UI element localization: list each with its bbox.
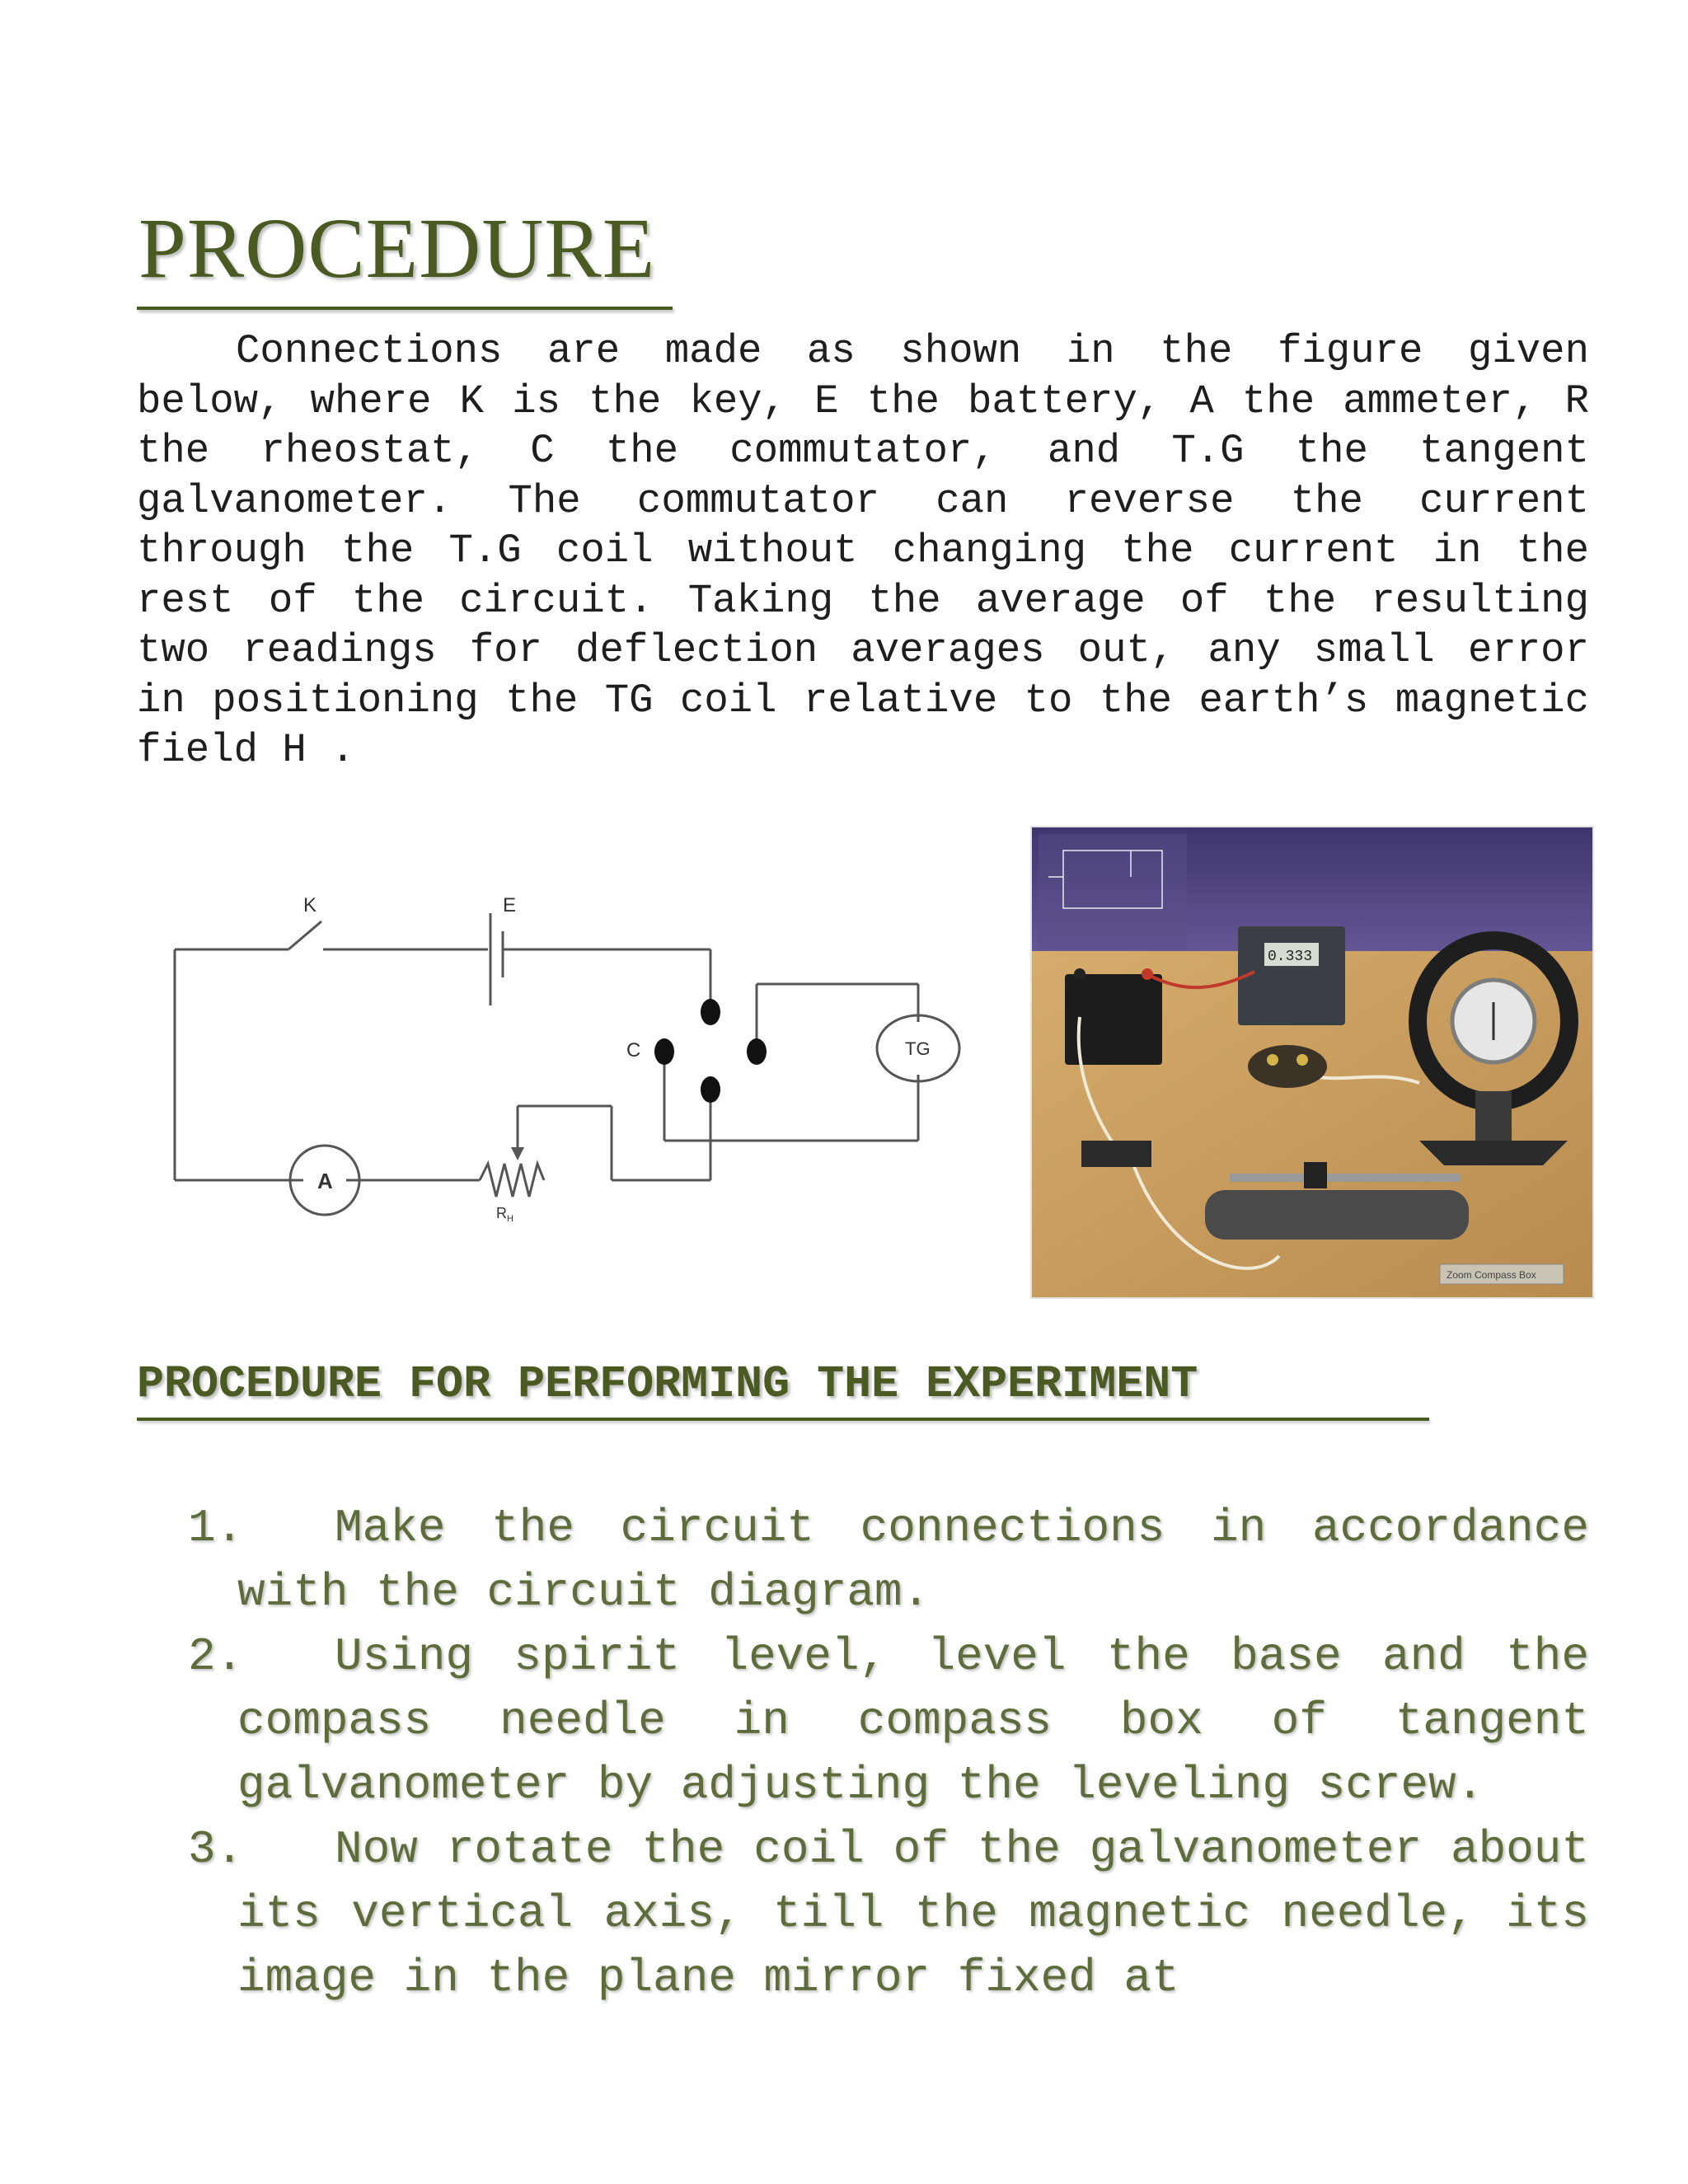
apparatus-photo <box>1030 826 1594 1299</box>
step-text: Now rotate the coil of the galvanometer about its vertical axis, till the magnetic needle, its image in the plane mirror fixed at <box>237 1823 1589 2004</box>
commutator-dot-top <box>701 999 720 1025</box>
step-number: 3. <box>188 1823 244 1876</box>
section-underline <box>137 1418 1429 1421</box>
intro-paragraph <box>137 326 1589 776</box>
intro-paragraph-text: Connections are made as shown in the figure given below, where K is the key, E the battery, A the ammeter, R the rheostat, C the commutator, and T.G the tangent galvanometer. The commutator can reverse the current through the T.G coil without changing the current in the rest of the circuit. Taking the average of the resulting two readings for deflection averages out, any small error in positioning the TG coil relative to the earth’s magnetic field H . <box>137 328 1589 773</box>
step-text: Make the circuit connections in accordance with the circuit diagram. <box>237 1502 1589 1619</box>
label-key: K <box>303 894 317 916</box>
key-switch <box>288 921 321 949</box>
steps-list <box>137 1496 1589 2010</box>
tg-base <box>1419 1141 1568 1165</box>
rheostat-arrow <box>511 1147 524 1160</box>
page-title: PROCEDURE <box>138 201 656 296</box>
rheostat-body <box>1205 1190 1469 1240</box>
label-ammeter: A <box>317 1169 333 1193</box>
label-rheostat-sub: H <box>507 1214 513 1224</box>
commutator-dot-right <box>747 1038 767 1065</box>
tg-stand <box>1475 1091 1512 1141</box>
ammeter-reading: 0.333 <box>1268 949 1313 965</box>
commutator <box>1248 1045 1327 1088</box>
list-item <box>137 1496 1589 1624</box>
apparatus-illustration <box>1032 827 1592 1297</box>
label-battery: E <box>503 894 517 916</box>
plug-key <box>1081 1141 1151 1167</box>
battery-terminal-neg <box>1074 968 1085 980</box>
commutator-dot-left <box>654 1038 674 1065</box>
list-item <box>137 1817 1589 2010</box>
commutator-dot-bottom <box>701 1076 720 1103</box>
zoom-compass-box-label: Zoom Compass Box <box>1447 1269 1536 1281</box>
list-item <box>137 1624 1589 1817</box>
label-tg: TG <box>905 1038 931 1059</box>
step-text: Using spirit level, level the base and the compass needle in compass box of tangent galvanometer by adjusting the leveling screw. <box>237 1630 1589 1811</box>
rheostat-zigzag <box>480 1164 544 1197</box>
rheostat-rod <box>1230 1174 1461 1182</box>
rheostat-slider-photo <box>1304 1162 1327 1188</box>
ammeter-box <box>1238 926 1345 1025</box>
step-number: 2. <box>188 1630 244 1683</box>
label-rheostat <box>496 1205 513 1224</box>
section-heading: PROCEDURE FOR PERFORMING THE EXPERIMENT <box>137 1358 1198 1410</box>
title-underline <box>137 307 673 310</box>
mini-circuit-panel <box>1039 834 1187 949</box>
step-number: 1. <box>188 1502 244 1554</box>
label-commutator: C <box>626 1039 641 1062</box>
label-rheostat-main: R <box>496 1205 507 1221</box>
circuit-diagram <box>165 874 973 1253</box>
